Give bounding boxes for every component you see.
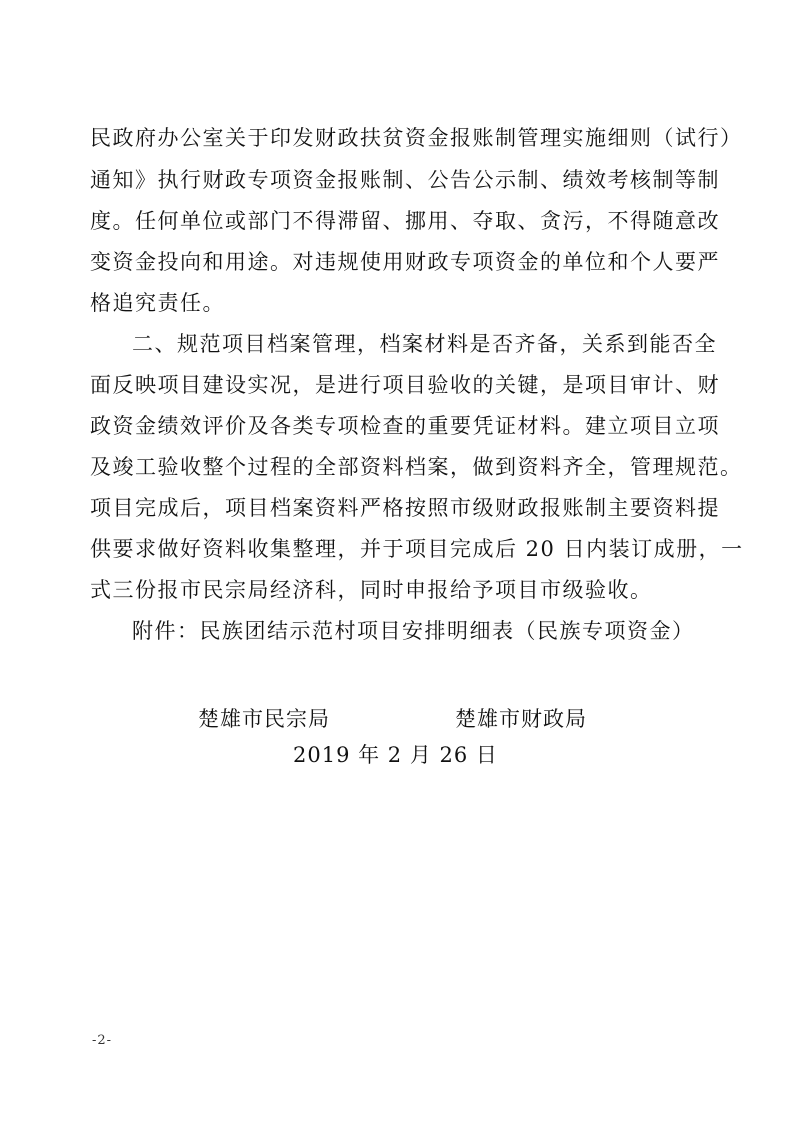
page-number: -2- [92, 1033, 113, 1048]
paragraph-1-line-1: 民政府办公室关于印发财政扶贫资金报账制管理实施细则（试行） [90, 126, 743, 150]
signature-block [0, 702, 793, 736]
paragraph-2-line-6: 供要求做好资料收集整理，并于项目完成后 20 日内装订成册，一 [90, 537, 744, 561]
paragraph-2-line-5: 项目完成后，项目档案资料严格按照市级财政报账制主要资料提 [90, 496, 720, 520]
paragraph-2-line-7: 式三份报市民宗局经济科，同时申报给予项目市级验收。 [90, 578, 653, 602]
signature-right: 楚雄市财政局 [455, 707, 587, 731]
paragraph-1-line-4: 变资金投向和用途。对违规使用财政专项资金的单位和个人要严 [90, 250, 720, 274]
document-date: 2019 年 2 月 26 日 [293, 743, 498, 767]
paragraph-2-line-1: 二、规范项目档案管理，档案材料是否齐备，关系到能否全 [132, 332, 717, 356]
paragraph-1-line-5: 格追究责任。 [90, 291, 225, 315]
paragraph-1-line-2: 通知》执行财政专项资金报账制、公告公示制、绩效考核制等制 [90, 168, 720, 192]
attachment-note: 附件：民族团结示范村项目安排明细表（民族专项资金） [132, 619, 695, 643]
paragraph-2-line-2: 面反映项目建设实况，是进行项目验收的关键，是项目审计、财 [90, 373, 720, 397]
paragraph-2-line-3: 政资金绩效评价及各类专项检查的重要凭证材料。建立项目立项 [90, 414, 720, 438]
paragraph-1-line-3: 度。任何单位或部门不得滞留、挪用、夺取、贪污，不得随意改 [90, 209, 720, 233]
signature-left: 楚雄市民宗局 [198, 707, 330, 731]
paragraph-2-line-4: 及竣工验收整个过程的全部资料档案，做到资料齐全，管理规范。 [90, 455, 743, 479]
